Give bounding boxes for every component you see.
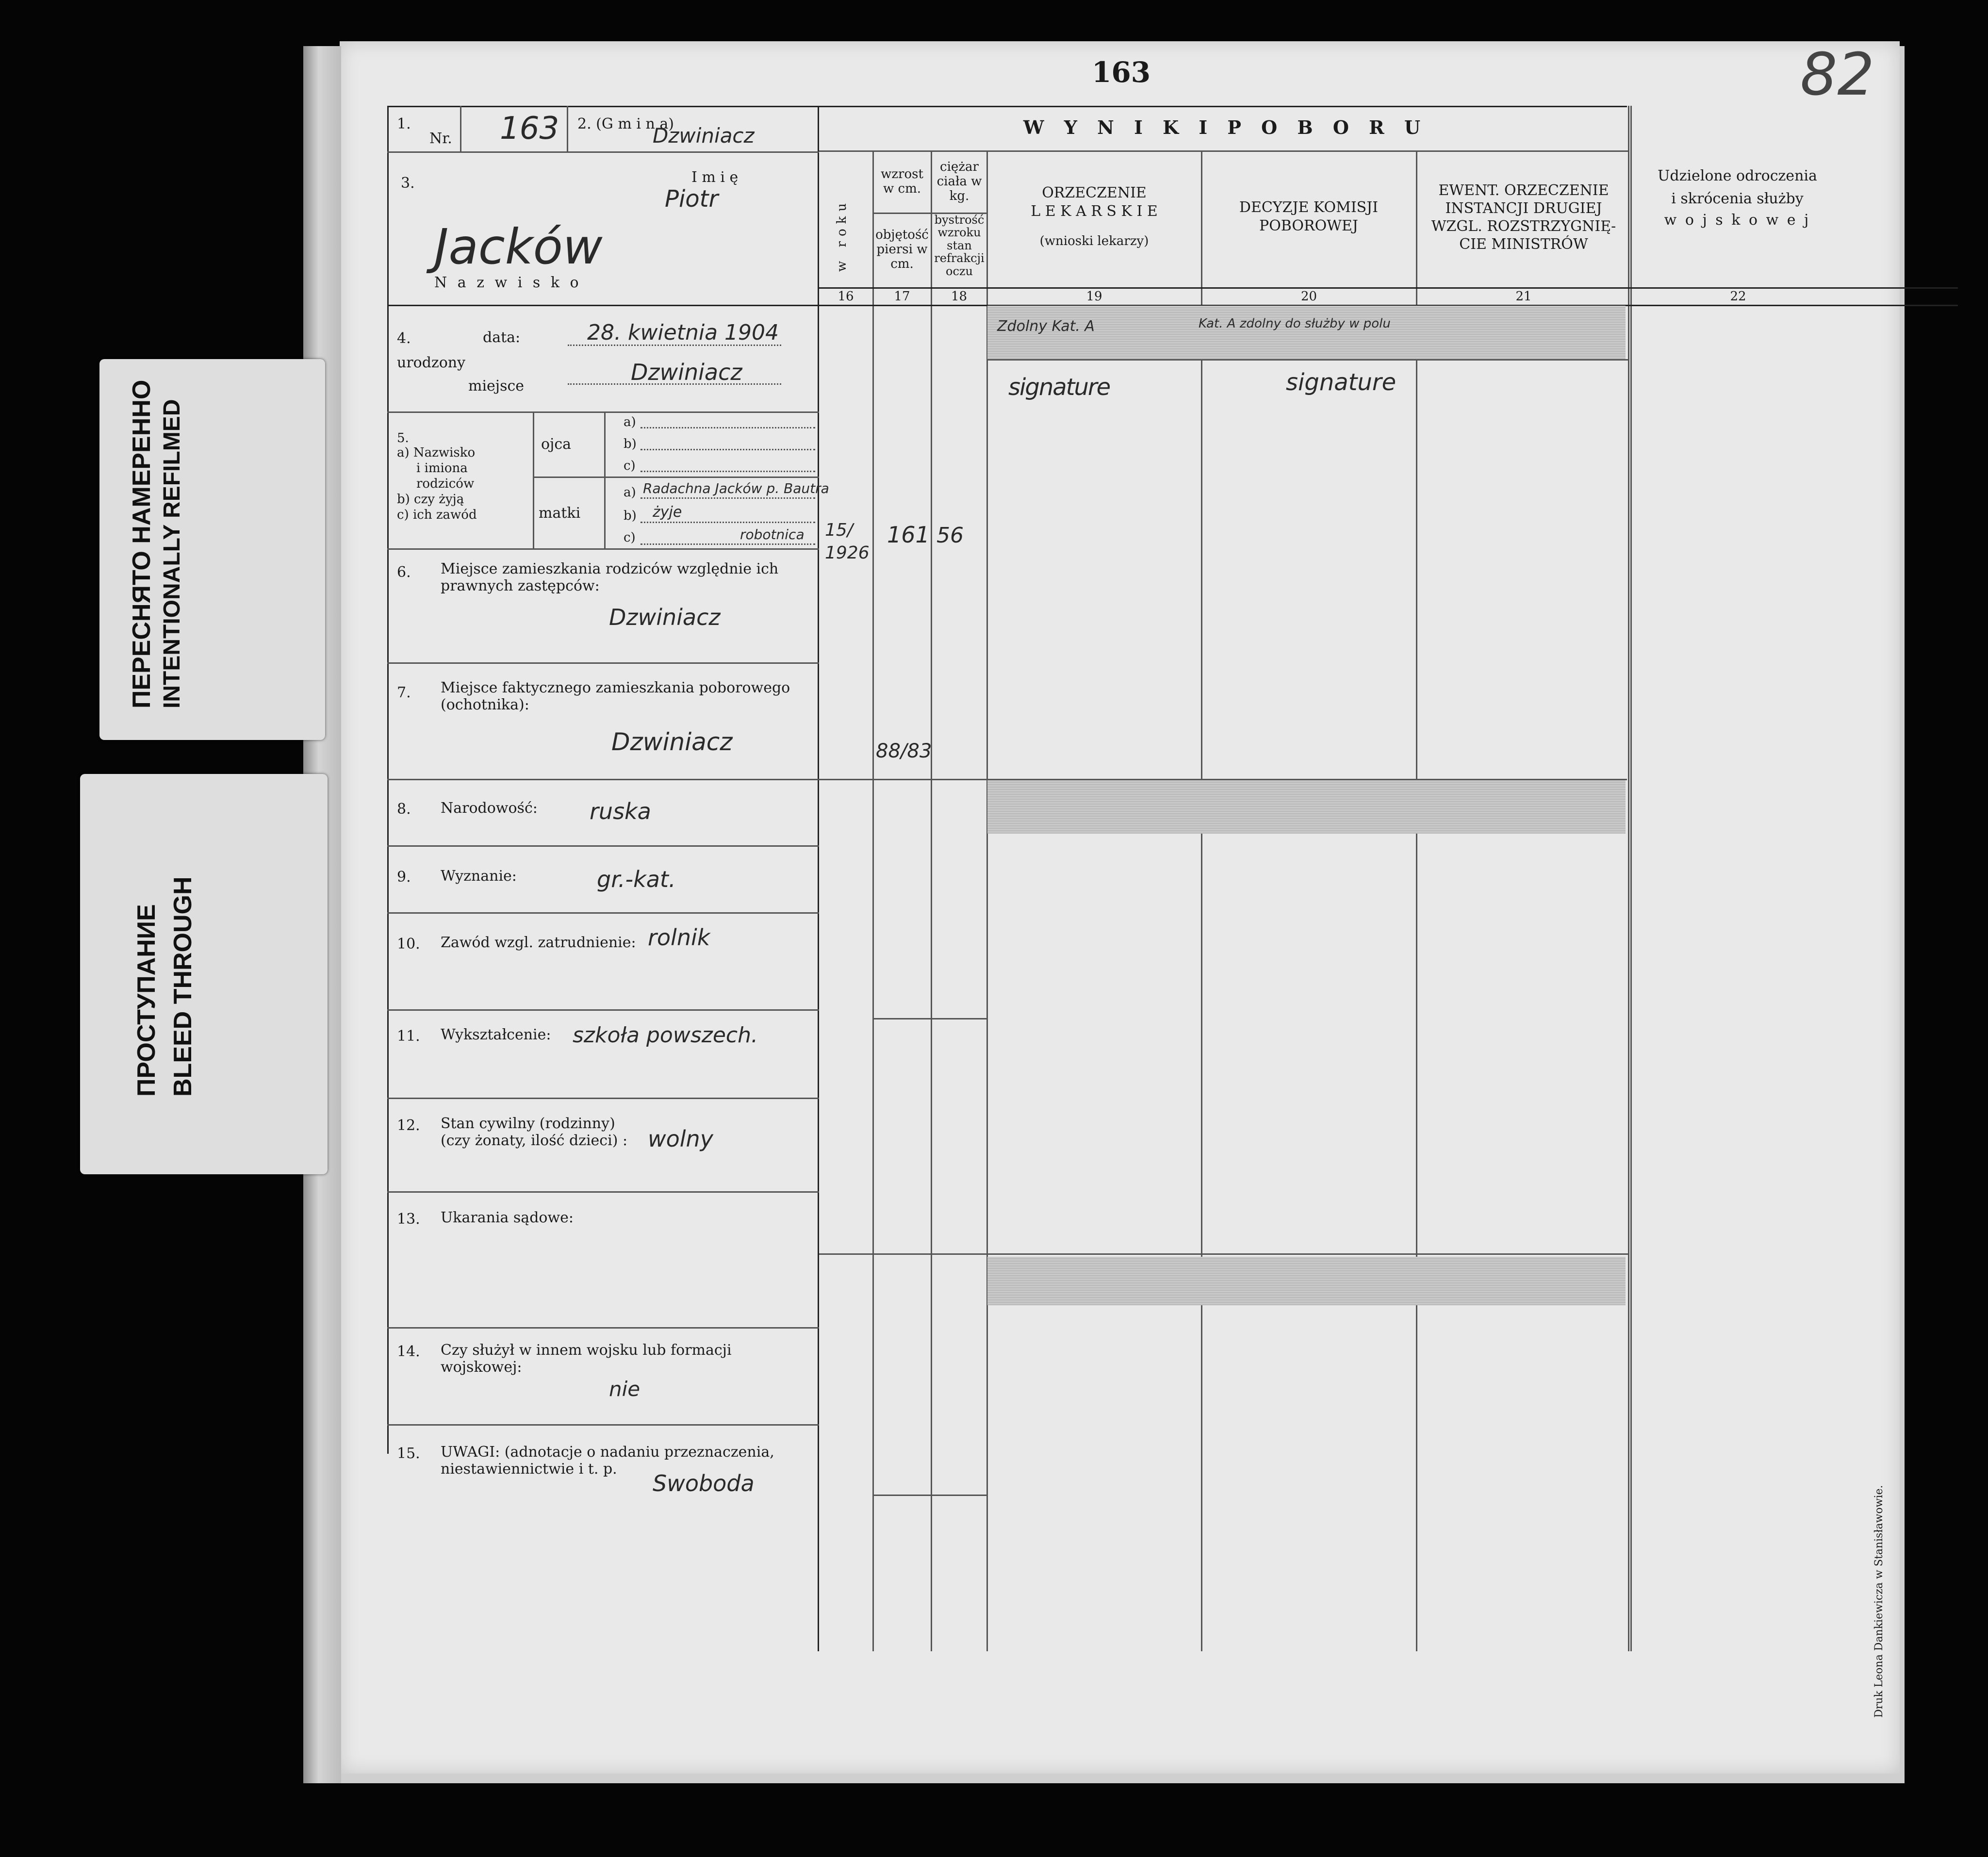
medical-value: Zdolny Kat. A xyxy=(997,318,1095,335)
matki-c-dotline xyxy=(641,543,815,545)
results-title: W Y N I K I P O B O R U xyxy=(1023,116,1428,138)
bleed-tag-ru: ПРОСТУПАНИЕ xyxy=(132,904,161,1097)
matki-b-dotline xyxy=(641,522,815,523)
col21-header-4: CIE MINISTRÓW xyxy=(1459,236,1588,253)
imie-value: Piotr xyxy=(665,185,719,213)
col-number-16: 16 xyxy=(838,289,854,304)
f13-label: 13. xyxy=(397,1211,420,1228)
data-value: 28. kwietnia 1904 xyxy=(587,320,779,345)
col17-18-line xyxy=(931,150,932,1651)
f5-a3: rodziców xyxy=(416,477,475,491)
matki-c: c) xyxy=(624,530,636,545)
matki-b-value: żyje xyxy=(653,504,682,521)
row12-bottom xyxy=(387,1191,819,1193)
ojca-a-dotline xyxy=(641,427,815,428)
f9-text: Wyznanie: xyxy=(441,868,517,885)
refilmed-tag-en: INTENTIONALLY REFILMED xyxy=(159,399,185,708)
matki-c-value: robotnica xyxy=(740,526,805,542)
ojca-c-dotline xyxy=(641,471,815,472)
col20-header-1: DECYZJE KOMISJI xyxy=(1239,199,1379,216)
col17-18-mid xyxy=(873,1018,986,1019)
f5-c: c) ich zawód xyxy=(397,508,477,522)
f9-value: gr.-kat. xyxy=(597,866,676,892)
matki-label: matki xyxy=(539,505,581,522)
col-number-19: 19 xyxy=(1086,289,1102,304)
col16-header: w roku xyxy=(835,198,849,272)
refilmed-tag-ru: ПЕРЕСНЯТО НАМЕРЕННО xyxy=(128,379,156,708)
f12-text2: (czy żonaty, ilość dzieci) : xyxy=(441,1132,628,1149)
nr-value: 163 xyxy=(500,111,559,147)
nr-box-left xyxy=(460,106,461,151)
ojca-b-dotline xyxy=(641,449,815,450)
urodzony-label: urodzony xyxy=(397,354,466,371)
col19-header-1: ORZECZENIE xyxy=(1042,184,1147,201)
f5-b: b) czy żyją xyxy=(397,492,464,507)
refilmed-tag xyxy=(99,359,325,740)
f10-value: rolnik xyxy=(648,924,710,951)
f7-text1: Miejsce faktycznego zamieszkania poborowego xyxy=(441,679,790,696)
page-number: 163 xyxy=(1092,56,1151,89)
f2-label: 2. (G m i n a) xyxy=(577,115,674,132)
col16-17-line xyxy=(872,150,874,1651)
f8-text: Narodowość: xyxy=(441,800,538,817)
frame-right xyxy=(1628,106,1629,1651)
results-row-line xyxy=(819,1253,1628,1255)
ojca-b: b) xyxy=(624,437,637,451)
col-numbers-top xyxy=(819,287,1958,289)
f14-text2: wojskowej: xyxy=(441,1359,522,1376)
results-band-3 xyxy=(987,1257,1626,1305)
year-value: 15/ 1926 xyxy=(825,520,870,563)
row10-bottom xyxy=(387,1009,819,1011)
row14-bottom xyxy=(387,1424,819,1426)
col22-header-1: Udzielone odroczenia xyxy=(1658,167,1817,184)
row9-bottom xyxy=(387,912,819,914)
col-number-18: 18 xyxy=(951,289,968,304)
f6-text2: prawnych zastępców: xyxy=(441,577,600,594)
col19-header-3: (wnioski lekarzy) xyxy=(1039,234,1149,248)
frame-top xyxy=(387,106,1627,107)
matki-a-dotline xyxy=(641,497,815,499)
f7-label: 7. xyxy=(397,684,411,701)
row5-bottom xyxy=(387,548,819,550)
f7-text2: (ochotnika): xyxy=(441,696,529,713)
col17-top: wzrost w cm. xyxy=(881,167,923,196)
col17-18-low xyxy=(873,1495,986,1496)
f1-label: 1. xyxy=(397,115,411,132)
col-number-21: 21 xyxy=(1515,289,1532,304)
col18-19-line xyxy=(986,150,988,1651)
f15-text2: niestawiennictwie i t. p. xyxy=(441,1461,617,1478)
f5-a2: i imiona xyxy=(416,461,468,476)
nr-label: Nr. xyxy=(429,130,452,147)
gmina-value: Dzwiniacz xyxy=(653,124,755,148)
f8-value: ruska xyxy=(590,798,651,824)
col17-bottom: objętość piersi w cm. xyxy=(875,228,929,271)
f15-label: 15. xyxy=(397,1445,420,1462)
col20-21-line xyxy=(1416,150,1417,1651)
f12-value: wolny xyxy=(648,1126,713,1152)
nr-box-right xyxy=(567,106,568,151)
f11-label: 11. xyxy=(397,1028,420,1045)
col21-22-line xyxy=(1630,106,1632,1651)
col-number-17: 17 xyxy=(894,289,910,304)
results-title-line xyxy=(819,150,1628,152)
ojca-a: a) xyxy=(624,415,636,429)
surname-value: Jacków xyxy=(434,218,603,275)
col18-top: ciężar ciała w kg. xyxy=(936,160,982,203)
bleed-tag-en: BLEED THROUGH xyxy=(169,876,197,1097)
col22-header-2: i skrócenia służby xyxy=(1671,190,1804,207)
f15-text1: UWAGI: (adnotacje o nadaniu przeznaczenia, xyxy=(441,1444,774,1461)
weight-value: 56 xyxy=(936,523,964,548)
f5-label: 5. xyxy=(397,431,409,445)
col-divider-left xyxy=(818,106,819,1651)
f14-label: 14. xyxy=(397,1343,420,1360)
parents-col-a xyxy=(533,411,534,548)
col21-header-2: INSTANCJI DRUGIEJ xyxy=(1445,200,1602,217)
height-value: 161 xyxy=(887,522,930,548)
parents-mid xyxy=(533,477,819,478)
matki-b: b) xyxy=(624,509,637,523)
row13-bottom xyxy=(387,1327,819,1329)
miejsce-value: Dzwiniacz xyxy=(631,359,742,385)
col21-header-3: WZGL. ROZSTRZYGNIĘ- xyxy=(1431,218,1616,235)
matki-a-value: Radachna Jacków p. Bautra xyxy=(643,480,829,496)
f14-text1: Czy służył w innem wojsku lub formacji xyxy=(441,1342,732,1359)
row6-bottom xyxy=(387,662,819,664)
row3-bottom xyxy=(387,305,819,306)
f13-text: Ukarania sądowe: xyxy=(441,1209,574,1226)
frame-left-end xyxy=(387,1452,389,1454)
data-label: data: xyxy=(483,329,521,346)
parents-col-b xyxy=(604,411,606,548)
col20-header-2: POBOROWEJ xyxy=(1259,217,1358,234)
bleed-through-tag xyxy=(80,774,328,1174)
row4-bottom xyxy=(387,411,819,413)
nazwisko-label: N a z w i s k o xyxy=(434,274,582,291)
f11-value: szkoła powszech. xyxy=(573,1023,758,1048)
corner-mark: 82 xyxy=(1800,41,1874,109)
f4-label: 4. xyxy=(397,330,411,347)
f11-text: Wykształcenie: xyxy=(441,1026,551,1043)
col-number-22: 22 xyxy=(1730,289,1746,304)
f10-text: Zawód wzgl. zatrudnienie: xyxy=(441,934,636,951)
matki-a: a) xyxy=(624,485,636,500)
f15-value: Swoboda xyxy=(653,1470,755,1496)
col22-header-3: w o j s k o w e j xyxy=(1664,212,1811,229)
ojca-c: c) xyxy=(624,459,636,473)
medical-signature: signature xyxy=(1008,374,1110,401)
col19-header-2: L E K A R S K I E xyxy=(1031,203,1158,220)
f6-label: 6. xyxy=(397,564,411,581)
col21-header-1: EWENT. ORZECZENIE xyxy=(1438,182,1609,199)
ojca-label: ojca xyxy=(541,436,572,453)
f10-label: 10. xyxy=(397,936,420,953)
f8-label: 8. xyxy=(397,801,411,818)
f14-value: nie xyxy=(609,1377,641,1401)
f5-a: a) Nazwisko xyxy=(397,445,476,460)
row1-bottom xyxy=(387,151,819,153)
col-number-20: 20 xyxy=(1300,289,1317,304)
col18-bottom: bystrość wzroku stan refrakcji oczu xyxy=(934,213,985,278)
col19-20-line xyxy=(1201,150,1202,1651)
imie-label: I m i ę xyxy=(691,169,739,186)
f6-value: Dzwiniacz xyxy=(609,604,721,630)
printer-note: Druk Leona Dankiewicza w Stanisławowie. xyxy=(1873,1485,1885,1718)
f12-label: 12. xyxy=(397,1117,420,1134)
f9-label: 9. xyxy=(397,869,411,886)
f12-text1: Stan cywilny (rodzinny) xyxy=(441,1115,615,1132)
results-band-2 xyxy=(987,780,1626,834)
miejsce-label: miejsce xyxy=(468,378,525,394)
commission-value: Kat. A zdolny do służby w polu xyxy=(1199,316,1391,331)
f7-value: Dzwiniacz xyxy=(611,728,733,756)
chest-value: 88/83 xyxy=(876,740,932,762)
row11-bottom xyxy=(387,1098,819,1099)
row8-bottom xyxy=(387,845,819,847)
results-band-1-line xyxy=(987,359,1628,361)
f3-label: 3. xyxy=(401,175,415,192)
f6-text1: Miejsce zamieszkania rodziców względnie ich xyxy=(441,560,779,577)
commission-signature: signature xyxy=(1286,369,1397,396)
